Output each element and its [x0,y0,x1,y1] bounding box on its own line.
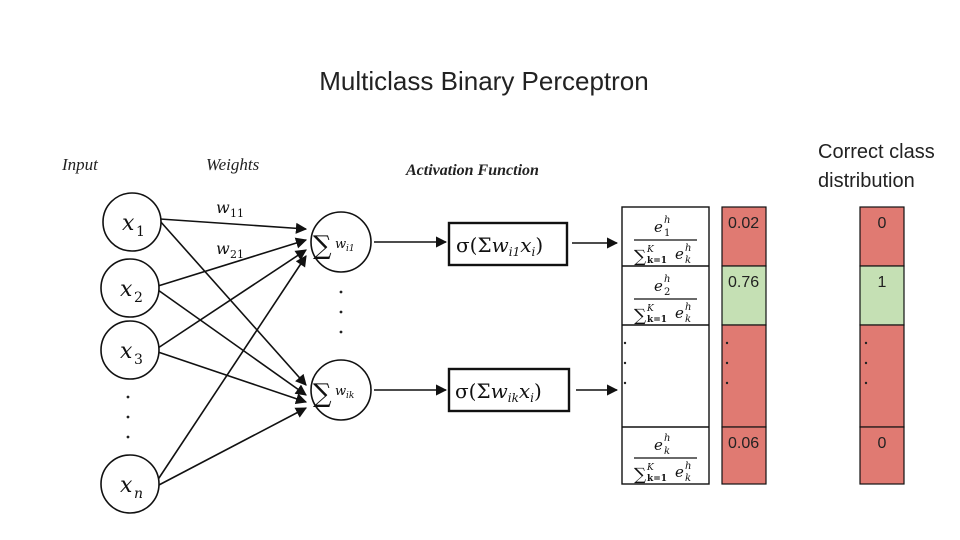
input-ellipsis [127,396,130,439]
sum-symbol: ∑ [313,231,332,261]
input-node-1 [103,193,161,251]
svg-text:k=1: k=1 [647,315,668,325]
activation-w: w [490,379,508,403]
predicted-value: 0.02 [728,215,760,232]
svg-text:e: e [654,436,663,454]
svg-text:w: w [216,198,230,217]
activation-box-1 [449,223,567,265]
svg-text:1: 1 [664,228,671,239]
svg-text:w: w [216,239,230,258]
svg-text:K: K [647,245,654,255]
svg-text:e: e [654,277,663,295]
input-subscript: n [134,486,144,502]
correct-value: 1 [877,274,887,291]
svg-text:21: 21 [230,248,244,261]
input-label: x [122,211,135,236]
correct-column [860,207,904,484]
svg-text:K: K [647,463,654,473]
neuron-weight-sub: i1 [346,244,355,254]
input-label: x [120,473,133,498]
connection-line [158,240,306,286]
svg-text:∑: ∑ [634,247,647,267]
svg-text:e: e [675,463,684,481]
connection-line [155,256,306,484]
svg-text:σ(Σwikxi) [455,379,542,405]
svg-text:∑: ∑ [634,465,647,485]
input-node-3 [101,321,159,379]
svg-text:σ(Σwi1xi) [456,233,543,259]
activation-x: x [520,233,532,257]
svg-text:e: e [654,218,663,236]
input-node-2 [101,259,159,317]
neuron-weight: w [335,237,347,252]
svg-text:h: h [685,461,692,472]
svg-text:K: K [647,304,654,314]
svg-text:h: h [685,243,692,254]
activation-prefix: σ(Σ [455,379,491,403]
activation-x: x [518,379,531,403]
activation-box-k [449,369,569,411]
weights-header: Weights [206,155,260,174]
input-label: x [120,277,133,302]
predicted-cell-bg [722,325,766,427]
svg-text:11: 11 [230,207,244,220]
svg-text:k: k [685,314,692,325]
activation-w: w [491,233,509,257]
diagram-title: Multiclass Binary Perceptron [319,66,649,96]
svg-text:k=1: k=1 [647,474,668,484]
svg-text:∑: ∑ [634,306,647,326]
svg-text:e: e [675,304,684,322]
activation-x-sub: i [530,391,534,405]
svg-text:k: k [685,473,692,484]
input-node-n [101,455,159,513]
neuron-weight: w [335,384,347,399]
activation-x-sub: i [531,245,536,259]
weight-label-w11 [216,198,244,220]
input-subscript: 1 [136,224,145,240]
correct-cell-bg [860,325,904,427]
softmax-column [622,207,709,485]
neuron-weight-sub: ik [346,391,355,401]
connection-line [160,219,306,229]
connection-line [158,250,306,348]
correct-value: 0 [877,215,887,232]
input-label: x [120,339,133,364]
input-subscript: 3 [134,352,143,368]
activation-w-sub: ik [507,391,519,405]
correct-value: 0 [877,435,887,452]
svg-text:k=1: k=1 [647,256,668,266]
predicted-value: 0.06 [728,435,760,452]
activation-header: Activation Function [406,162,539,179]
weight-label-w21 [216,239,244,261]
neuron-ellipsis [340,291,343,334]
activation-prefix: σ(Σ [456,233,492,257]
correct-header-line1: Correct class [818,141,935,163]
svg-text:h: h [664,433,671,444]
connection-line [158,290,306,395]
neuron-1 [311,212,371,272]
predicted-column [722,207,766,484]
activation-w-sub: i1 [508,245,521,259]
svg-text:k: k [664,446,671,457]
svg-text:k: k [685,255,692,266]
svg-text:h: h [664,215,671,226]
neuron-k [311,360,371,420]
svg-text:e: e [675,245,684,263]
correct-header-line2: distribution [818,170,915,192]
svg-text:h: h [664,274,671,285]
input-header: Input [62,155,98,174]
activation-suffix: ) [535,233,544,257]
activation-suffix: ) [533,379,542,403]
predicted-value: 0.76 [728,274,760,291]
sum-symbol: ∑ [313,379,332,409]
svg-text:2: 2 [664,287,671,298]
svg-text:h: h [685,302,692,313]
input-subscript: 2 [134,290,143,306]
